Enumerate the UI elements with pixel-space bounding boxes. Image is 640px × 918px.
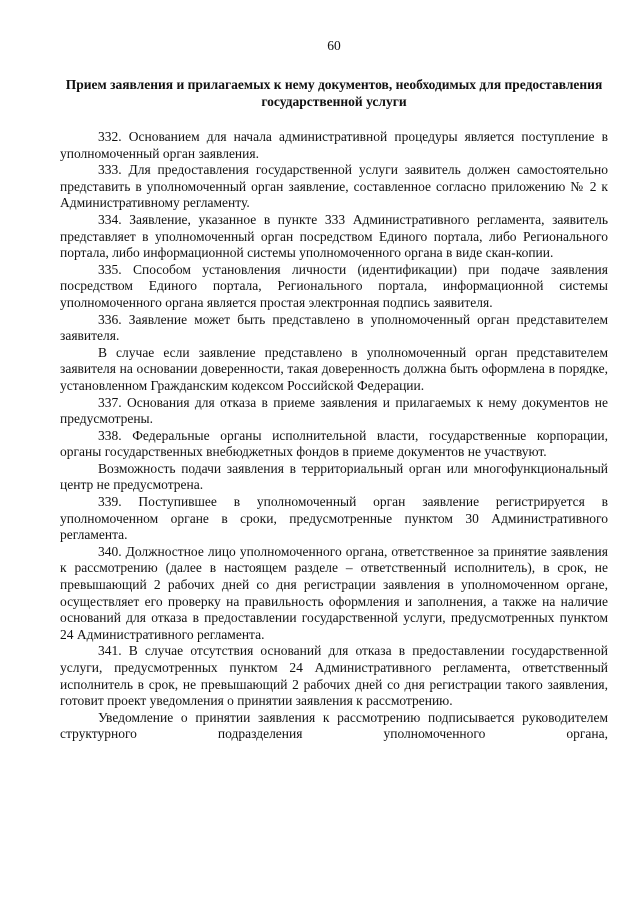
paragraph-334: 334. Заявление, указанное в пункте 333 Административного регламента, заявитель представляет в уполномоченный орган посредством Единого портала, либо Регионального портала, либо информационной системы уполномоченного органа в виде скан-копии.	[60, 211, 608, 261]
paragraph-339: 339. Поступившее в уполномоченный орган заявление регистрируется в уполномоченном органе в сроки, предусмотренные пунктом 30 Административного регламента.	[60, 494, 608, 543]
paragraph-336: 336. Заявление может быть представлено в уполномоченный орган представителем заявителя.	[60, 311, 608, 344]
paragraph-337: 337. Основания для отказа в приеме заявления и прилагаемых к нему документов не предусмотрены.	[60, 394, 608, 427]
paragraph-338: 338. Федеральные органы исполнительной власти, государственные корпорации, органы государственных внебюджетных фондов в приеме документов не участвуют.	[60, 427, 608, 460]
paragraph-333: 333. Для предоставления государственной услуги заявитель должен самостоятельно представить в уполномоченный орган заявление, составленное согласно приложению № 2 к Административному регламенту.	[60, 162, 608, 211]
page-number: 60	[327, 38, 341, 53]
paragraph-336-representative: В случае если заявление представлено в уполномоченный орган представителем заявителя на основании доверенности, такая доверенность должна быть оформлена в порядке, установленном Гражданским кодексом Российской Федерации.	[60, 344, 608, 393]
paragraph-338-territorial: Возможность подачи заявления в территориальный орган или многофункциональный центр не предусмотрена.	[60, 460, 608, 493]
document-page	[60, 38, 608, 743]
section-heading: Прием заявления и прилагаемых к нему документов, необходимых для предоставления государственной услуги	[65, 77, 603, 109]
paragraph-341-notification: Уведомление о принятии заявления к рассмотрению подписывается руководителем структурного подразделения уполномоченного органа,	[60, 709, 608, 742]
paragraph-341: 341. В случае отсутствия оснований для отказа в предоставлении государственной услуги, предусмотренных пунктом 24 Административного регламента, ответственный исполнитель в срок, не превышающий 2 рабочих дней со дня регистрации такого заявления, готовит проект уведомления о принятии заявления к рассмотрению.	[60, 643, 608, 709]
paragraph-340: 340. Должностное лицо уполномоченного органа, ответственное за принятие заявления к рассмотрению (далее в настоящем разделе – ответственный исполнитель), в срок, не превышающий 2 рабочих дней со дня регистрации заявления в уполномоченном органе, осуществляет его проверку на правильность оформления и заполнения, а также на наличие оснований для отказа в предоставлении государственной услуги, предусмотренных пунктом 24 Административного регламента.	[60, 543, 608, 642]
paragraph-332: 332. Основанием для начала административной процедуры является поступление в уполномоченный орган заявления.	[60, 129, 608, 161]
paragraph-335: 335. Способом установления личности (идентификации) при подаче заявления посредством Единого портала, Регионального портала, информационной системы уполномоченного органа является простая электронная подпись заявителя.	[60, 261, 608, 310]
